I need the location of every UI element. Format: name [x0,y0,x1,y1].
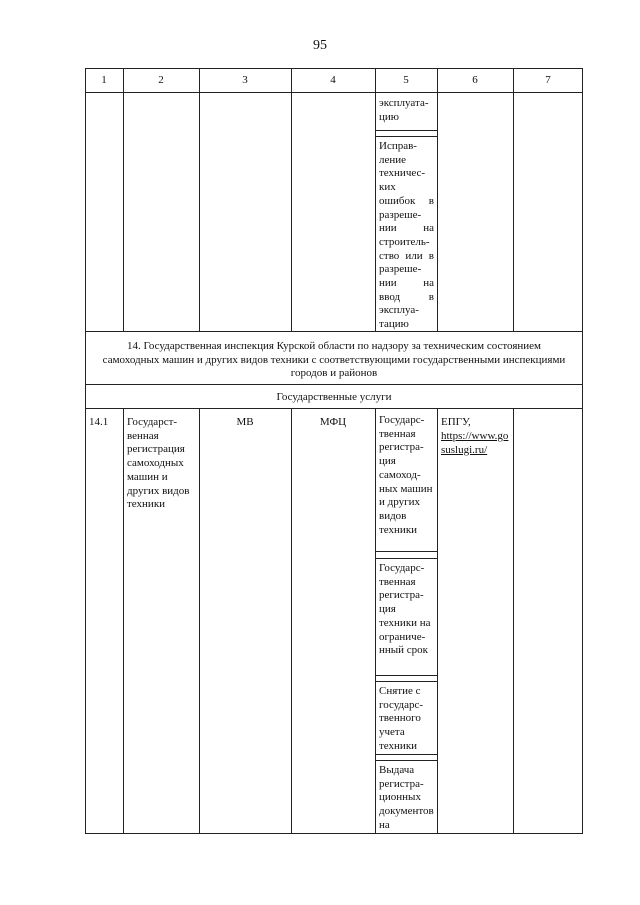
header-col-6: 6 [472,74,478,86]
header-col-2: 2 [158,74,164,86]
service-name: Государственная регистрация самоходных машин и других видов техники [127,416,190,511]
subcell [375,681,438,755]
col3-value: МВ [236,416,254,428]
page-number: 95 [313,38,327,53]
subcell [375,92,438,131]
subcell [375,408,438,552]
row-number: 14.1 [89,416,109,428]
portal-link[interactable]: https://www.gosuslugi.ru/ [441,430,509,456]
col4-value: МФЦ [319,416,347,428]
col5-continued-text: эксплуатацию [379,97,429,123]
portal-label: ЕПГУ, [441,416,471,428]
col5-correction-text: Исправление технических ошибок в разрешении на строительство или в разрешении на ввод в эксплуатацию [379,140,434,331]
subcell [375,760,438,834]
subcell [375,136,438,331]
header-col-3: 3 [242,74,248,86]
section-subtitle: Государственные услуги [276,391,392,403]
col5-item: Выдача регистрационных документов на [379,764,434,831]
portal-link-wrap [441,430,511,457]
header-col-4: 4 [330,74,336,86]
col5-item: Государственная регистрация самоходных машин и других видов техники [379,414,433,536]
col5-item: Снятие с государственного учета техники [379,685,424,752]
subcell [375,558,438,676]
section-title: 14. Государственная инспекция Курской области по надзору за техническим состоянием самоходных машин и других видов техники с соответствующими государственными инспекциями городов и районов [102,340,566,380]
col5-item: Государственная регистрация техники на ограниченный срок [379,562,431,657]
header-col-7: 7 [545,74,551,86]
header-col-1: 1 [101,74,107,86]
header-col-5: 5 [403,74,409,86]
services-table [85,68,583,834]
